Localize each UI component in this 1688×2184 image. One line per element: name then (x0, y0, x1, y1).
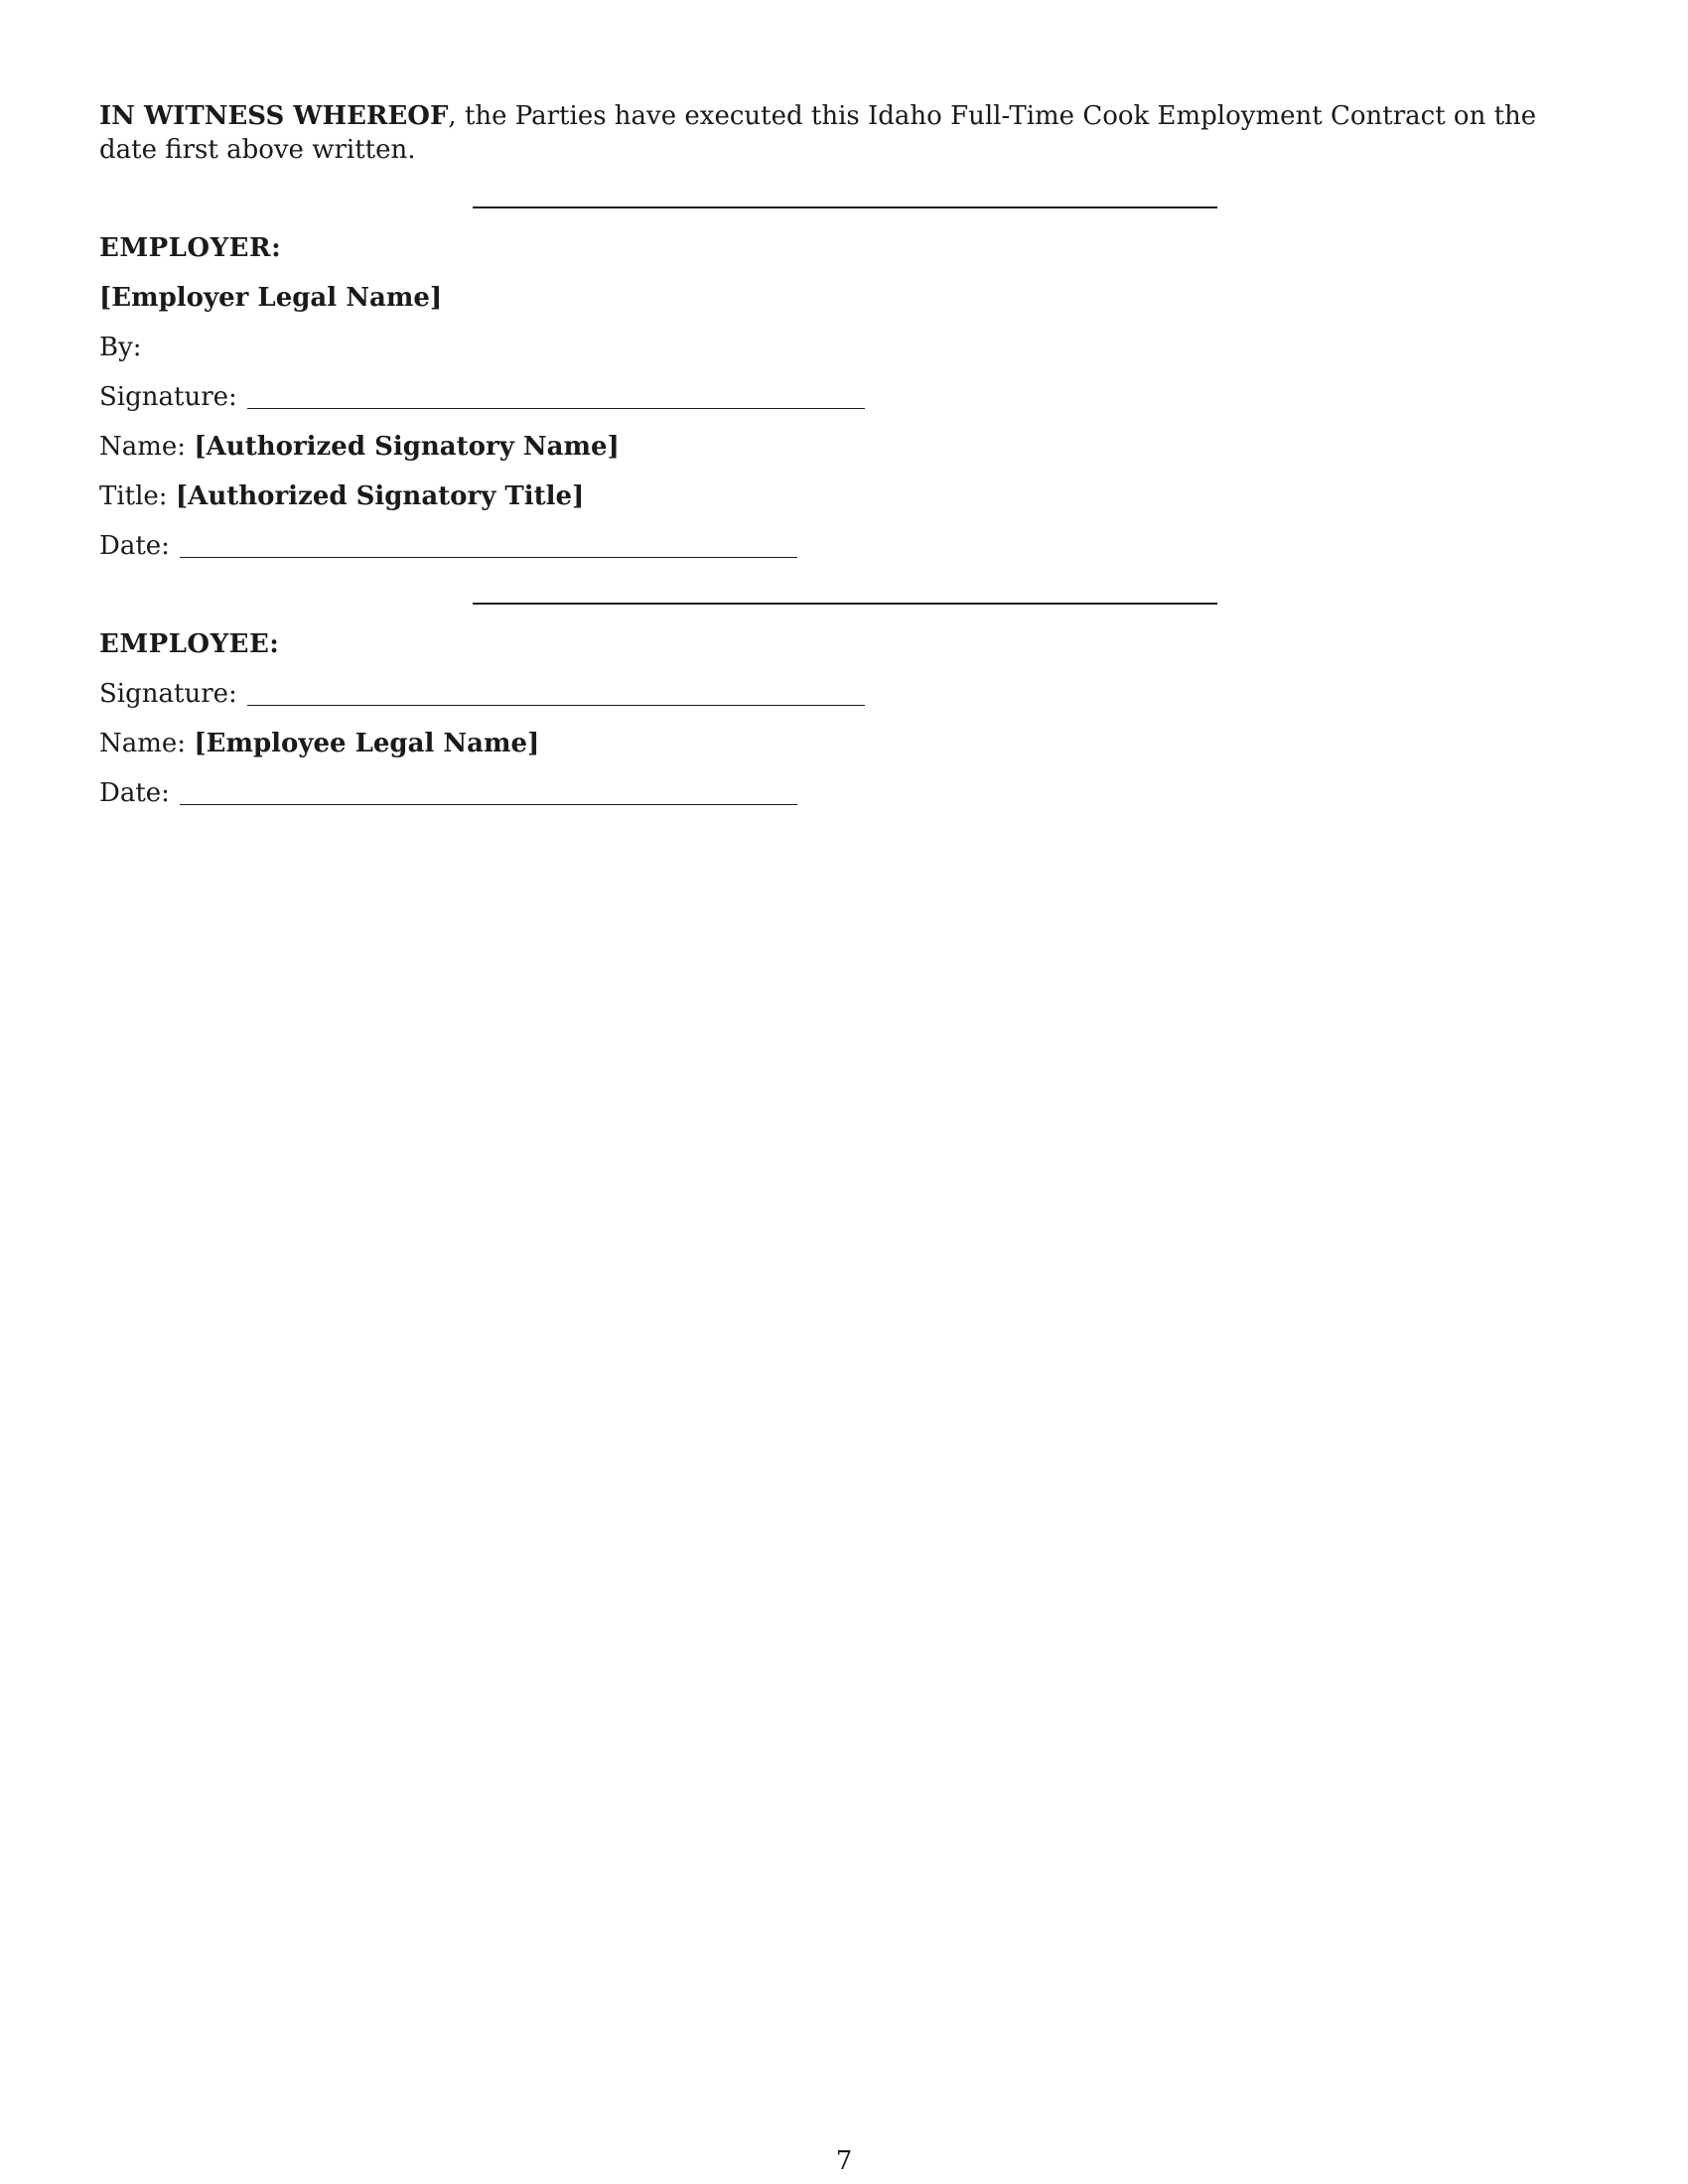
employee-separator-rule (473, 603, 1217, 605)
employer-date-label: Date: (99, 531, 170, 561)
employee-name-row (99, 727, 539, 760)
employer-name-value: [Authorized Signatory Name] (194, 432, 620, 462)
employee-signature-row (99, 677, 865, 711)
witness-text: , the Parties have executed this Idaho Full-Time Cook Employment Contract on the date first above written. (99, 101, 1537, 165)
employer-heading: EMPLOYER: (99, 233, 282, 263)
employee-signature-label: Signature: (99, 679, 237, 709)
employer-date-line[interactable] (180, 557, 797, 558)
employer-title-label: Title: (99, 481, 168, 511)
employee-name-value: [Employee Legal Name] (194, 729, 540, 758)
employer-signature-row (99, 380, 865, 414)
witness-lead: IN WITNESS WHEREOF (99, 101, 449, 131)
employee-heading: EMPLOYEE: (99, 629, 280, 659)
employee-date-row (99, 776, 797, 810)
employer-title-value: [Authorized Signatory Title] (175, 481, 585, 511)
employer-legal-name: [Employer Legal Name] (99, 283, 443, 313)
employer-title-row (99, 479, 584, 513)
employer-by-label: By: (99, 333, 142, 362)
employee-date-line[interactable] (180, 804, 797, 805)
witness-clause (99, 99, 1589, 167)
employer-signature-label: Signature: (99, 382, 237, 412)
employer-separator-rule (473, 206, 1217, 208)
employee-date-label: Date: (99, 778, 170, 808)
page-number: 7 (835, 2146, 853, 2176)
employer-signature-line[interactable] (247, 408, 865, 409)
employee-signature-line[interactable] (247, 705, 865, 706)
employer-name-row (99, 430, 620, 464)
employer-date-row (99, 529, 797, 563)
employee-name-label: Name: (99, 729, 187, 758)
employer-name-label: Name: (99, 432, 187, 462)
